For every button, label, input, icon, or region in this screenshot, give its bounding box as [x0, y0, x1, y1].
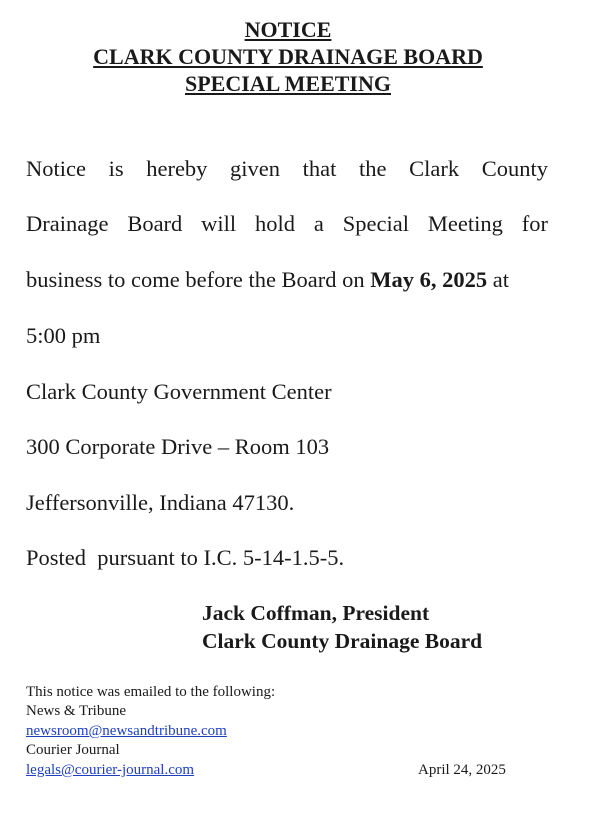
word: Notice — [26, 156, 86, 181]
word: the — [359, 156, 387, 181]
word: Clark — [409, 156, 460, 181]
word: a — [313, 211, 324, 236]
signature-organization: Clark County Drainage Board — [202, 629, 483, 653]
meeting-date: May 6, 2025 — [370, 267, 488, 292]
notice-paragraph-line-3 — [26, 266, 548, 294]
word: Drainage — [26, 211, 109, 236]
word: that — [302, 156, 337, 181]
email-link-text[interactable]: newsroom@newsandtribune.com — [26, 723, 227, 739]
signature-name-title: Jack Coffman, President — [202, 601, 430, 625]
recipient-email-link[interactable] — [26, 761, 194, 780]
notice-date: April 24, 2025 — [418, 762, 506, 778]
word: for — [521, 211, 548, 236]
notice-paragraph-line-2 — [26, 210, 548, 238]
board-name-heading: CLARK COUNTY DRAINAGE BOARD — [93, 44, 483, 69]
word: Meeting — [427, 211, 503, 236]
word: hereby — [146, 156, 208, 181]
word: Special — [342, 211, 410, 236]
location-address: 300 Corporate Drive – Room 103 — [26, 434, 330, 459]
meeting-time: 5:00 pm — [26, 323, 101, 348]
recipient-name: News & Tribune — [26, 703, 127, 719]
recipient-email-link[interactable] — [26, 722, 227, 741]
line-text: business to come before the Board on — [26, 267, 371, 292]
word: Board — [127, 211, 183, 236]
word: is — [108, 156, 124, 181]
word: will — [201, 211, 237, 236]
location-city: Jeffersonville, Indiana 47130. — [26, 490, 295, 515]
word: County — [481, 156, 548, 181]
notice-paragraph-line-1 — [26, 155, 548, 183]
line-text: at — [487, 267, 510, 292]
posted-statement: Posted pursuant to I.C. 5-14-1.5-5. — [26, 545, 345, 570]
recipient-name: Courier Journal — [26, 742, 120, 758]
word: hold — [255, 211, 296, 236]
notice-title: NOTICE — [244, 17, 332, 42]
email-link-text[interactable]: legals@courier-journal.com — [26, 762, 195, 778]
location-name: Clark County Government Center — [26, 379, 332, 404]
distribution-intro: This notice was emailed to the following: — [26, 684, 276, 700]
word: given — [230, 156, 281, 181]
meeting-type-heading: SPECIAL MEETING — [185, 71, 391, 96]
